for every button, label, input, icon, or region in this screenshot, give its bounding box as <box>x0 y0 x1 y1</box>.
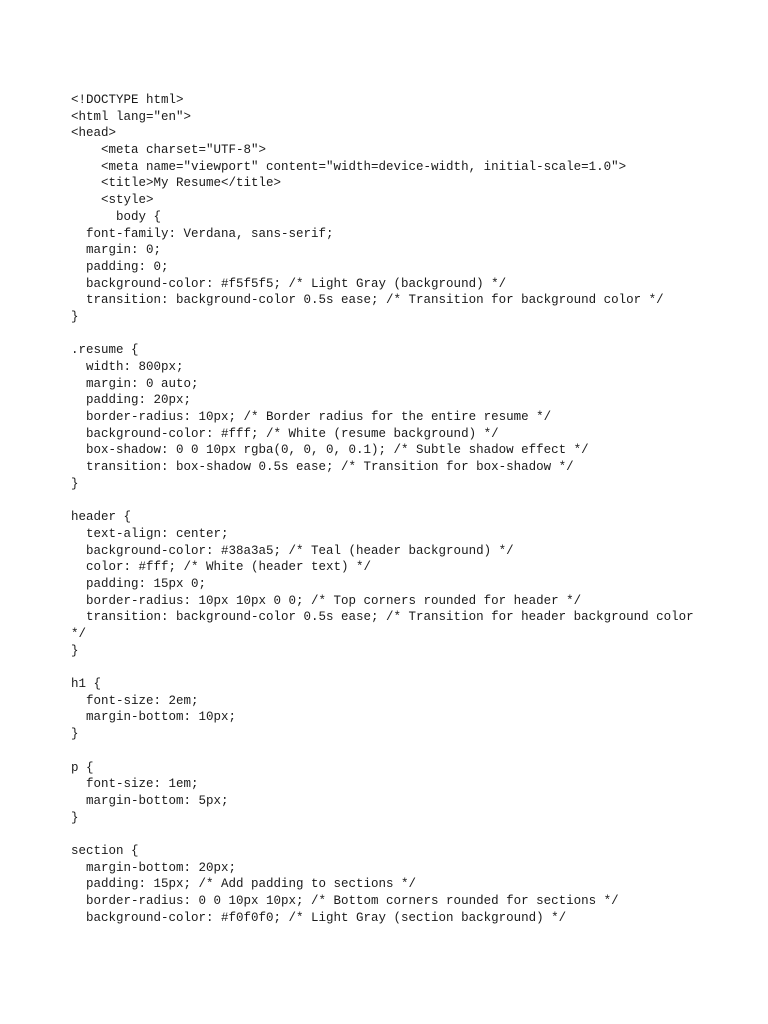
code-line: <meta name="viewport" content="width=device-width, initial-scale=1.0"> <box>71 159 627 174</box>
code-line: margin-bottom: 10px; <box>71 710 237 725</box>
code-line: <style> <box>71 193 154 208</box>
code-line: background-color: #f5f5f5; /* Light Gray (background) */ <box>71 276 507 291</box>
code-line: box-shadow: 0 0 10px rgba(0, 0, 0, 0.1); /* Subtle shadow effect */ <box>71 443 589 458</box>
code-line: section { <box>71 843 139 858</box>
code-line: transition: box-shadow 0.5s ease; /* Transition for box-shadow */ <box>71 460 574 475</box>
code-line: color: #fff; /* White (header text) */ <box>71 560 372 575</box>
code-line: <!DOCTYPE html> <box>71 93 184 107</box>
code-line: } <box>71 309 79 324</box>
code-line: padding: 20px; <box>71 393 192 408</box>
code-line: text-align: center; <box>71 526 229 541</box>
code-line: background-color: #38a3a5; /* Teal (header background) */ <box>71 543 514 558</box>
code-line: border-radius: 10px 10px 0 0; /* Top corners rounded for header */ <box>71 593 582 608</box>
code-line: padding: 15px; /* Add padding to sections */ <box>71 877 417 892</box>
code-line: margin: 0 auto; <box>71 376 199 391</box>
code-line: */ <box>71 627 87 641</box>
code-line: } <box>71 643 79 658</box>
code-line: background-color: #f0f0f0; /* Light Gray (section background) */ <box>71 910 567 925</box>
code-line: margin-bottom: 5px; <box>71 793 229 808</box>
code-line: transition: background-color 0.5s ease; /* Transition for header background color <box>71 610 694 625</box>
code-line: transition: background-color 0.5s ease; /* Transition for background color */ <box>71 293 664 308</box>
code-line: } <box>71 476 79 491</box>
code-line: p { <box>71 760 94 775</box>
code-line: <title>My Resume</title> <box>71 176 282 191</box>
code-line <box>71 326 711 343</box>
code-line: margin-bottom: 20px; <box>71 860 237 875</box>
code-line: font-size: 2em; <box>71 693 199 708</box>
code-line: background-color: #fff; /* White (resume background) */ <box>71 426 499 441</box>
code-line: <html lang="en"> <box>71 109 192 124</box>
code-line: <meta charset="UTF-8"> <box>71 143 267 158</box>
code-line: header { <box>71 510 132 525</box>
code-line: width: 800px; <box>71 360 184 374</box>
code-line: font-size: 1em; <box>71 777 199 792</box>
code-line: .resume { <box>71 343 139 358</box>
code-line: body { <box>71 209 162 224</box>
code-line: padding: 15px 0; <box>71 576 207 591</box>
code-line: border-radius: 0 0 10px 10px; /* Bottom corners rounded for sections */ <box>71 894 619 908</box>
code-line: <head> <box>71 126 117 141</box>
code-line <box>71 493 711 510</box>
code-line: font-family: Verdana, sans-serif; <box>71 226 334 241</box>
code-line: } <box>71 810 79 825</box>
code-line: border-radius: 10px; /* Border radius for the entire resume */ <box>71 410 552 425</box>
code-line <box>71 826 711 843</box>
code-line: } <box>71 727 79 742</box>
code-line <box>71 743 711 760</box>
code-line: padding: 0; <box>71 259 169 274</box>
code-line: margin: 0; <box>71 243 162 258</box>
code-line: h1 { <box>71 677 102 692</box>
code-listing <box>71 92 711 926</box>
code-line <box>71 659 711 676</box>
